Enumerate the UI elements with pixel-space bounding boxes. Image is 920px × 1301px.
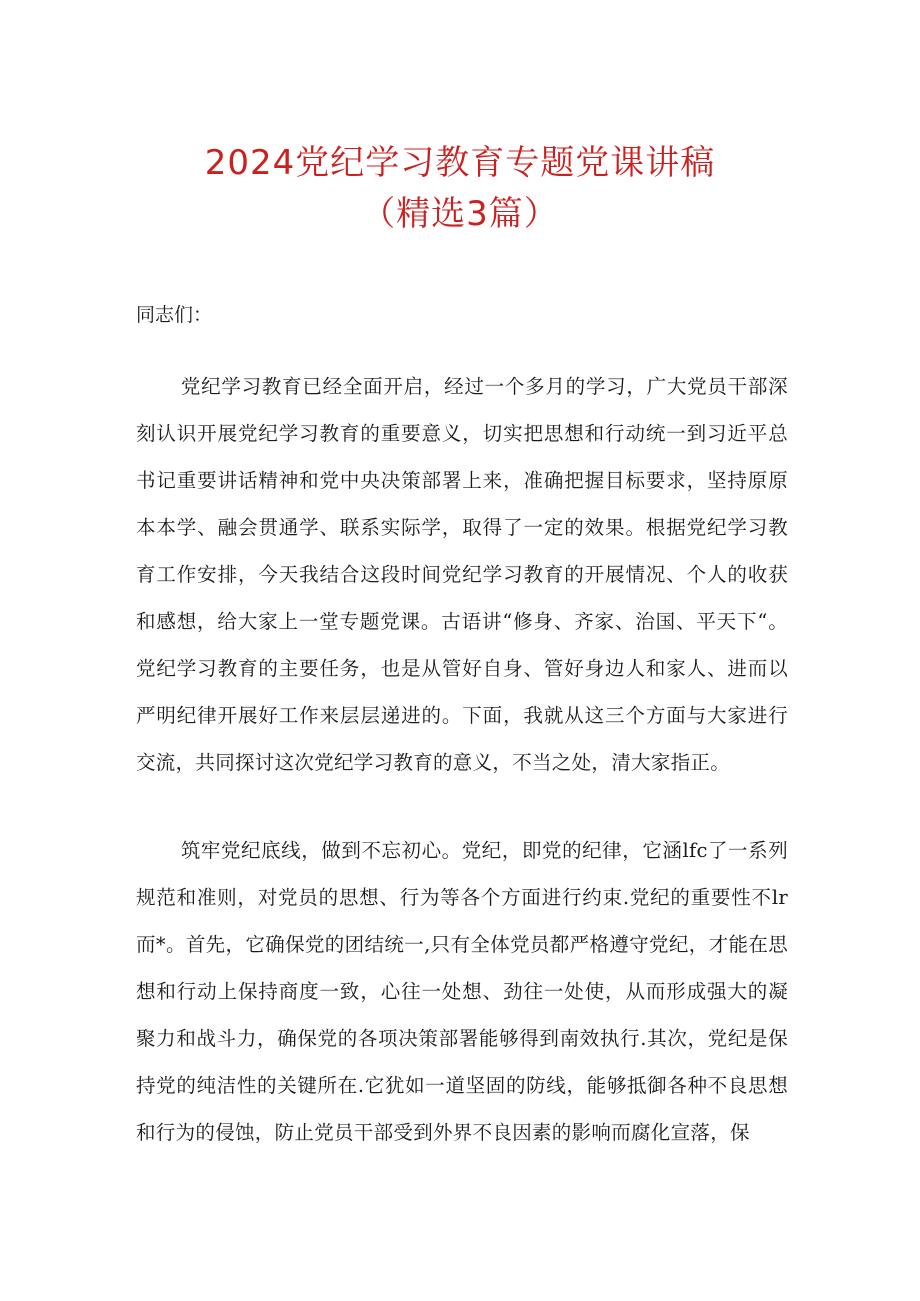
document-subtitle: （精选3篇） [361, 194, 559, 234]
paragraph-1: 党纪学习教育已经全面开启，经过一个多月的学习，广大党员干部深刻认识开展党纪学习教育的重要意义，切实把思想和行动统一到习近平总书记重要讲话精神和党中央决策部署上来，准确把握目标要求，坚持原原本本学、融会贯通学、联系实际学，取得了一定的效果。根据党纪学习教育工作安排，今天我结合这段时间党纪学习教育的开展情况、个人的收获和感想，给大家上一堂专题党课。古语讲“修身、齐家、治国、平天下“。党纪学习教育的主要任务，也是从管好自身、管好身边人和家人、进而以严明纪律开展好工作来层层递进的。下面，我就从这三个方面与大家进行交流，共同探讨这次党纪学习教育的意义，不当之处，清大家指正。 [136, 375, 788, 774]
salutation: 同志们： [136, 304, 213, 326]
document-title: 2024党纪学习教育专题党课讲稿 [204, 143, 716, 183]
paragraph-2: 筑牢党纪底线，做到不忘初心。党纪，即党的纪律，它涵lfc了一系列规范和准则，对党员的思想、行为等各个方面进行约束.党纪的重要性不lr而*。首先，它确保党的团结统一,只有全体党员都严格遵守党纪，才能在思想和行动上保持商度一致，心往一处想、劲往一处使，从而形成强大的凝聚力和战斗力，确保党的各项决策部署能够得到南效执行.其次，党纪是保持党的纯洁性的关键所在.它犹如一道坚固的防线，能够抵御各种不良思想和行为的侵蚀，防止党员干部受到外界不良因素的影响而腐化宣落，保 [136, 839, 788, 1144]
